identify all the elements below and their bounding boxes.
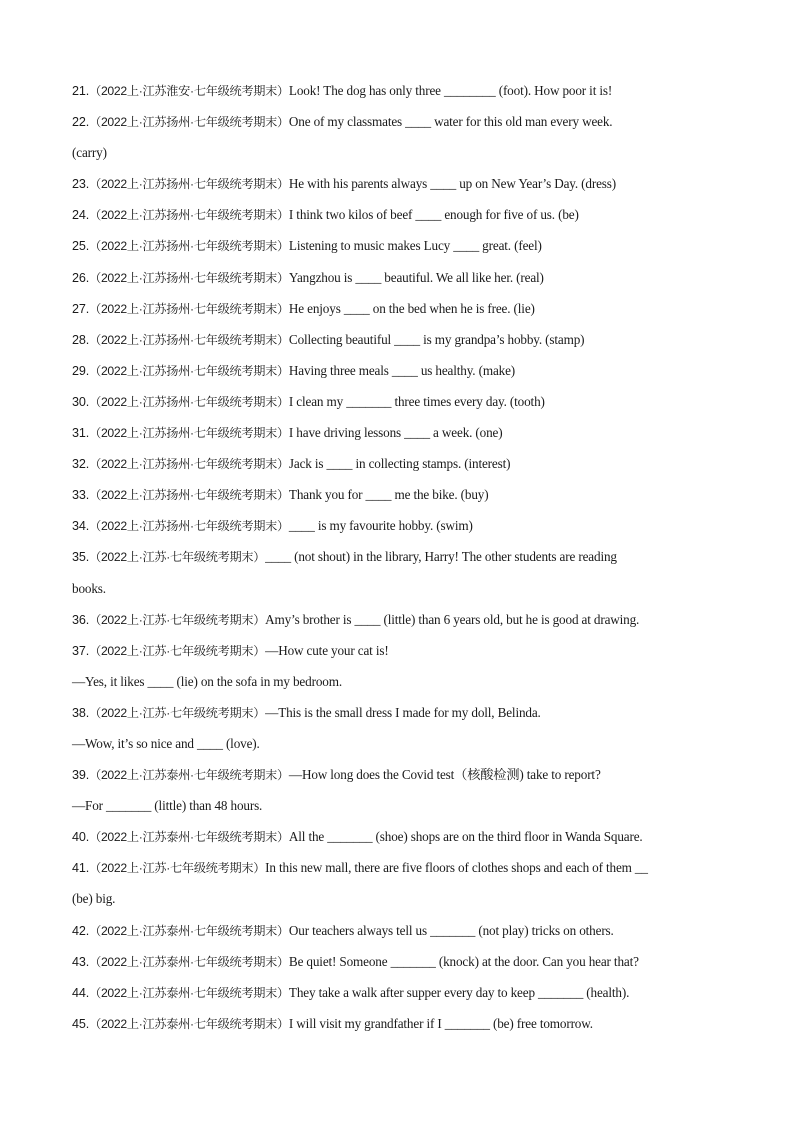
question-text: Be quiet! Someone _______ (knock) at the door. Can you hear that? [288,953,639,969]
question-source: （2022上·江苏扬州·七年级统考期末） [89,488,289,503]
continuation-text: (be) big. [72,891,116,907]
question-line [72,920,732,951]
question-continuation [72,795,732,826]
question-number: 32. [72,457,90,472]
question-line [72,111,732,142]
question-line [72,204,732,235]
question-text: Collecting beautiful ____ is my grandpa’s hobby. (stamp) [288,331,585,347]
question-number: 28. [72,332,90,347]
question-number: 36. [72,612,90,627]
question-continuation [72,578,732,609]
question-line [72,267,732,298]
question-line [72,484,732,515]
question-text: I think two kilos of beef ____ enough for five of us. (be) [288,207,579,223]
question-text: I have driving lessons ____ a week. (one) [288,425,503,441]
question-text: All the _______ (shoe) shops are on the third floor in Wanda Square. [288,829,643,845]
question-line [72,453,732,484]
question-source: （2022上·江苏泰州·七年级统考期末） [89,985,289,1000]
question-source: （2022上·江苏·七年级统考期末） [89,705,266,720]
question-line [72,951,732,982]
question-text: He enjoys ____ on the bed when he is free. (lie) [288,300,535,316]
continuation-text: —Yes, it likes ____ (lie) on the sofa in my bedroom. [72,673,342,689]
question-source: （2022上·江苏·七年级统考期末） [89,612,266,627]
question-number: 40. [72,830,90,845]
question-text: —This is the small dress I made for my doll, Belinda. [265,704,541,720]
question-source: （2022上·江苏扬州·七年级统考期末） [89,457,289,472]
continuation-text: books. [72,580,106,596]
question-line [72,391,732,422]
question-text: They take a walk after supper every day to keep _______ (health). [288,984,630,1000]
question-source: （2022上·江苏·七年级统考期末） [89,861,266,876]
question-number: 43. [72,954,90,969]
question-text: ____ is my favourite hobby. (swim) [288,518,473,534]
question-source: （2022上·江苏扬州·七年级统考期末） [89,301,289,316]
question-number: 33. [72,488,90,503]
question-text: ____ (not shout) in the library, Harry! The other students are reading [265,549,617,565]
question-number: 30. [72,394,90,409]
question-number: 29. [72,363,90,378]
question-line [72,298,732,329]
question-text: In this new mall, there are five floors of clothes shops and each of them __ [265,860,648,876]
question-text: Yangzhou is ____ beautiful. We all like her. (real) [288,269,544,285]
question-line [72,982,732,1013]
question-text: Listening to music makes Lucy ____ great. (feel) [288,238,542,254]
question-number: 38. [72,705,90,720]
question-line [72,546,732,577]
question-number: 41. [72,861,90,876]
question-line [72,80,732,111]
question-line [72,640,732,671]
question-continuation [72,142,732,173]
question-text: Having three meals ____ us healthy. (make) [288,362,516,378]
question-source: （2022上·江苏扬州·七年级统考期末） [89,394,289,409]
question-line [72,764,732,795]
question-line [72,360,732,391]
question-line [72,422,732,453]
question-number: 24. [72,208,90,223]
continuation-text: (carry) [72,145,107,161]
question-source: （2022上·江苏泰州·七年级统考期末） [89,830,289,845]
question-text: He with his parents always ____ up on New Year’s Day. (dress) [288,176,616,192]
question-text: One of my classmates ____ water for this old man every week. [288,114,613,130]
question-number: 37. [72,643,90,658]
question-source: （2022上·江苏泰州·七年级统考期末） [89,1016,289,1031]
question-text: I clean my _______ three times every day. (tooth) [288,393,545,409]
question-source: （2022上·江苏淮安·七年级统考期末） [89,84,289,98]
question-source: （2022上·江苏泰州·七年级统考期末） [89,923,289,938]
question-list [72,80,732,1044]
question-number: 34. [72,519,90,534]
question-number: 25. [72,239,90,254]
question-line [72,329,732,360]
question-line [72,857,732,888]
question-line [72,515,732,546]
question-line [72,173,732,204]
question-text: Jack is ____ in collecting stamps. (interest) [288,456,511,472]
question-source: （2022上·江苏扬州·七年级统考期末） [89,363,289,378]
question-line [72,826,732,857]
question-source: （2022上·江苏扬州·七年级统考期末） [89,208,289,223]
question-number: 44. [72,985,90,1000]
question-source: （2022上·江苏泰州·七年级统考期末） [89,768,289,783]
question-line [72,235,732,266]
question-text: Amy’s brother is ____ (little) than 6 years old, but he is good at drawing. [265,611,640,627]
question-text: Thank you for ____ me the bike. (buy) [288,487,489,503]
question-text: —How cute your cat is! [265,642,389,658]
question-source: （2022上·江苏扬州·七年级统考期末） [89,270,289,285]
question-text: Look! The dog has only three ________ (foot). How poor it is! [288,83,613,98]
question-source: （2022上·江苏扬州·七年级统考期末） [89,177,289,192]
question-number: 42. [72,923,90,938]
question-source: （2022上·江苏泰州·七年级统考期末） [89,954,289,969]
question-number: 31. [72,426,90,441]
question-number: 35. [72,550,90,565]
question-line [72,1013,732,1044]
question-text: —How long does the Covid test（核酸检测) take to report? [288,767,601,783]
question-text: Our teachers always tell us _______ (not play) tricks on others. [288,922,614,938]
question-source: （2022上·江苏·七年级统考期末） [89,550,266,565]
question-source: （2022上·江苏扬州·七年级统考期末） [89,239,289,254]
question-source: （2022上·江苏·七年级统考期末） [89,643,266,658]
continuation-text: —Wow, it’s so nice and ____ (love). [72,735,260,751]
question-number: 26. [72,270,90,285]
question-continuation [72,733,732,764]
question-number: 39. [72,768,90,783]
question-source: （2022上·江苏扬州·七年级统考期末） [89,519,289,534]
question-number: 21. [72,84,90,98]
continuation-text: —For _______ (little) than 48 hours. [72,798,263,814]
question-number: 23. [72,177,90,192]
question-number: 27. [72,301,90,316]
question-line [72,702,732,733]
question-source: （2022上·江苏扬州·七年级统考期末） [89,115,289,130]
question-source: （2022上·江苏扬州·七年级统考期末） [89,426,289,441]
question-source: （2022上·江苏扬州·七年级统考期末） [89,332,289,347]
question-text: I will visit my grandfather if I _______ (be) free tomorrow. [288,1015,593,1031]
question-number: 22. [72,115,90,130]
question-continuation [72,671,732,702]
question-continuation [72,888,732,919]
question-line [72,609,732,640]
question-number: 45. [72,1016,90,1031]
